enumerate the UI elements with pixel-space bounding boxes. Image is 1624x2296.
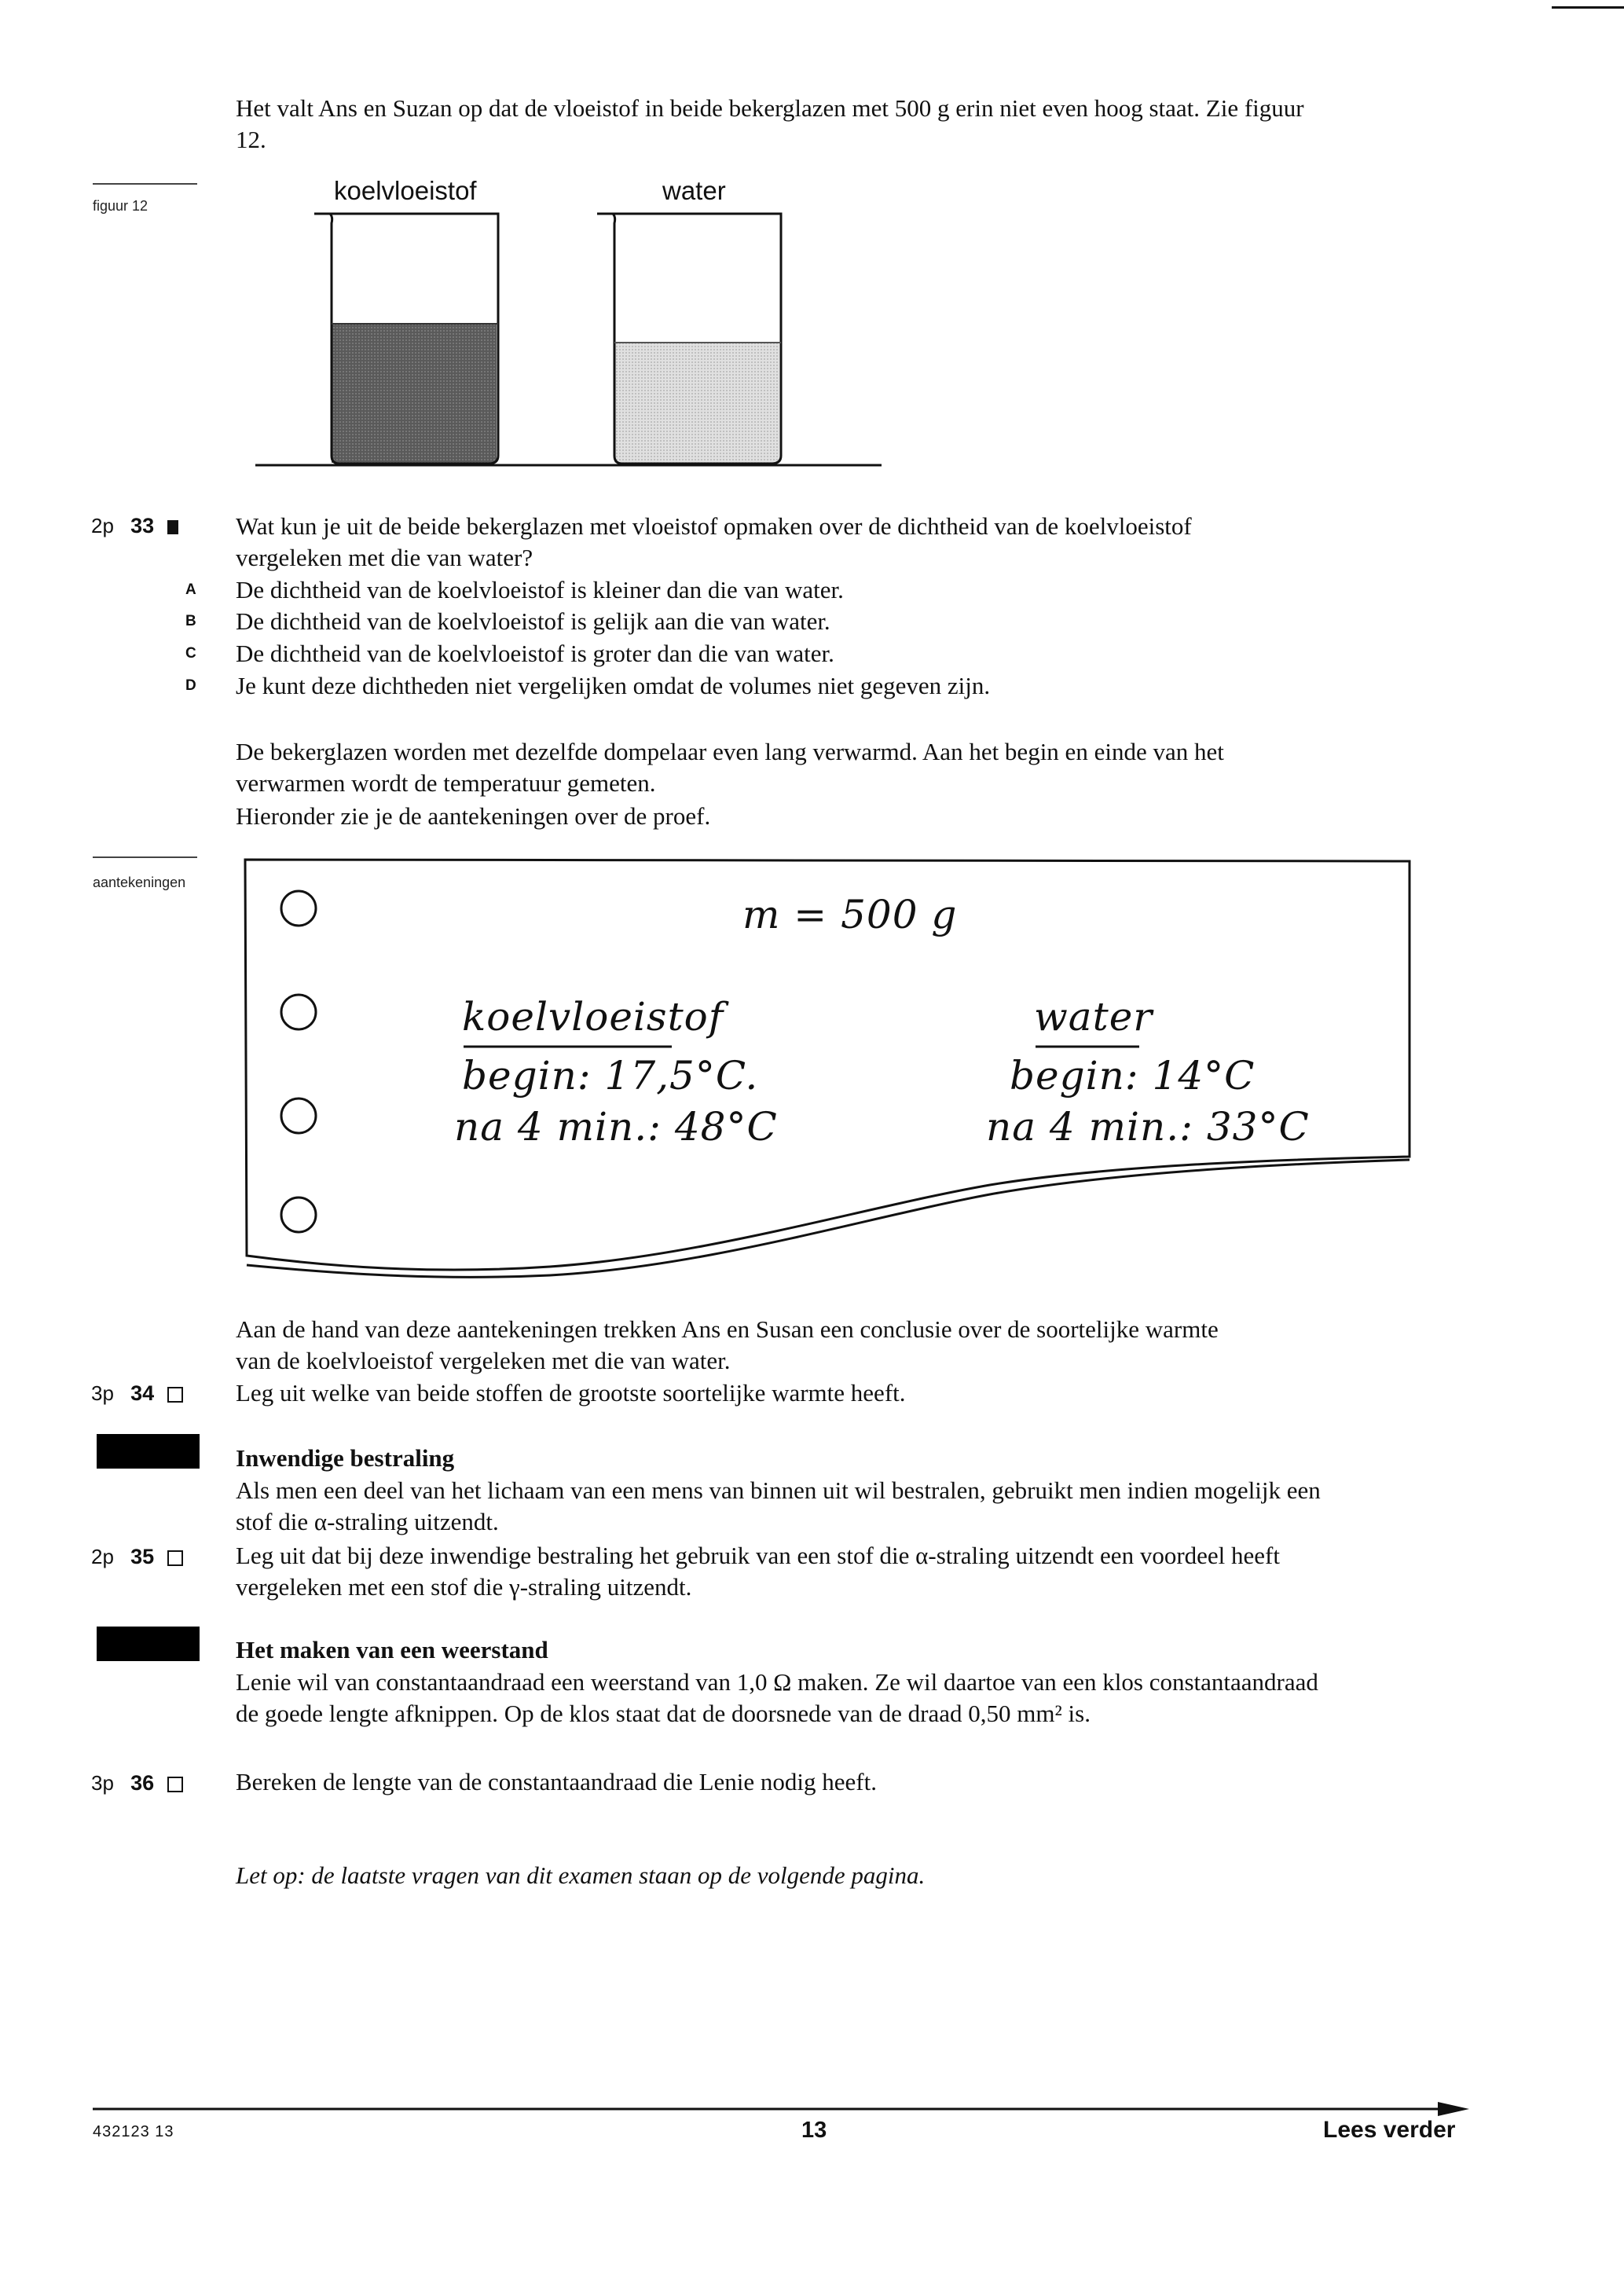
q36-answer-box[interactable] (167, 1777, 183, 1792)
q35-text: Leg uit dat bij deze inwendige bestraling het gebruik van een stof die α-straling uitzendt een voordeel heeft vergeleken met een stof die γ-straling uitzendt. (236, 1542, 1280, 1601)
q33-option-b[interactable]: De dichtheid van de koelvloeistof is gelijk aan die van water. (236, 607, 830, 635)
q33-option-a[interactable]: De dichtheid van de koelvloeistof is kleiner dan die van water. (236, 576, 844, 603)
q34-answer-box[interactable] (167, 1387, 183, 1403)
notes-left-begin: begin: 17,5°C. (462, 1053, 759, 1098)
q33-number: 33 (130, 514, 155, 537)
q34-marker (91, 1381, 183, 1406)
q35-answer-box[interactable] (167, 1550, 183, 1566)
notes-margin-label: aantekeningen (93, 875, 186, 890)
corner-mark (1552, 6, 1624, 9)
section-irradiation-heading: Inwendige bestraling (236, 1444, 455, 1472)
footer-continue[interactable]: Lees verder (1323, 2117, 1456, 2143)
section-resistor-heading: Het maken van een weerstand (236, 1636, 548, 1663)
notes-margin-rule (93, 856, 197, 858)
q33-option-d[interactable]: Je kunt deze dichtheden niet vergelijken omdat de volumes niet gegeven zijn. (236, 672, 991, 699)
q35-number: 35 (130, 1545, 155, 1568)
q34-points: 3p (91, 1381, 114, 1405)
q36-points: 3p (91, 1771, 114, 1795)
q33-points: 2p (91, 514, 114, 537)
footer-page-number: 13 (801, 2118, 827, 2143)
section-tab-resistor (97, 1627, 200, 1661)
q33-question: Wat kun je uit de beide bekerglazen met vloeistof opmaken over de dichtheid van de koelvloeistof vergeleken met die van water? (236, 512, 1192, 571)
beaker-koelvloeistof (314, 214, 498, 464)
q34-number: 34 (130, 1381, 155, 1405)
beaker-label-koelvloeistof: koelvloeistof (334, 176, 477, 205)
notes-left-title: koelvloeistof (462, 994, 724, 1040)
q33-option-a-letter: A (185, 581, 196, 598)
figure-margin-label: figuur 12 (93, 198, 148, 214)
q33-filled-box (167, 520, 178, 534)
heating-paragraph: De bekerglazen worden met dezelfde dompelaar even lang verwarmd. Aan het begin en einde van het verwarmen wordt de temperatuur gemeten. (236, 738, 1224, 797)
q33-option-c[interactable]: De dichtheid van de koelvloeistof is groter dan die van water. (236, 640, 834, 667)
q33-option-c-letter: C (185, 645, 196, 662)
beaker-label-water: water (662, 176, 726, 205)
footer-arrow-rule (93, 2100, 1469, 2118)
figure-12-beakers (236, 173, 911, 479)
section-tab-irradiation (97, 1434, 200, 1469)
figure-margin-rule (93, 183, 197, 185)
beaker-water (597, 214, 781, 464)
notes-mass: m = 500 g (742, 892, 958, 937)
q33-option-d-letter: D (185, 677, 196, 694)
q36-text: Bereken de lengte van de constantaandraad die Lenie nodig heeft. (236, 1768, 877, 1795)
q34-text: Leg uit welke van beide stoffen de grootste soortelijke warmte heeft. (236, 1379, 906, 1407)
next-page-notice: Let op: de laatste vragen van dit examen staan op de volgende pagina. (236, 1861, 926, 1889)
intro-paragraph: Het valt Ans en Suzan op dat de vloeistof in beide bekerglazen met 500 g erin niet even hoog staat. Zie figuur 12. (236, 94, 1304, 153)
q35-points: 2p (91, 1545, 114, 1568)
conclusion-paragraph: Aan de hand van deze aantekeningen trekken Ans en Susan een conclusie over de soortelijke warmte van de koelvloeistof vergeleken met die van water. (236, 1315, 1219, 1374)
q36-marker (91, 1771, 183, 1795)
notes-right-title: water (1034, 994, 1153, 1040)
q33-marker (91, 514, 178, 538)
q36-number: 36 (130, 1771, 155, 1795)
q35-marker (91, 1545, 183, 1569)
q33-option-b-letter: B (185, 613, 196, 629)
notes-intro: Hieronder zie je de aantekeningen over de proef. (236, 802, 711, 830)
section-resistor-text: Lenie wil van constantaandraad een weerstand van 1,0 Ω maken. Ze wil daartoe van een klos constantaandraad de goede lengte afknippen. Op de klos staat dat de doorsnede van de draad 0,50 mm² is. (236, 1668, 1318, 1727)
notes-right-after: na 4 min.: 33°C (986, 1104, 1310, 1150)
notes-right-begin: begin: 14°C (1010, 1053, 1256, 1098)
section-irradiation-text: Als men een deel van het lichaam van een mens van binnen uit wil bestralen, gebruikt men indien mogelijk een stof die α-straling uitzendt. (236, 1476, 1321, 1535)
notes-left-after: na 4 min.: 48°C (454, 1104, 778, 1150)
footer-code: 432123 13 (93, 2123, 174, 2140)
